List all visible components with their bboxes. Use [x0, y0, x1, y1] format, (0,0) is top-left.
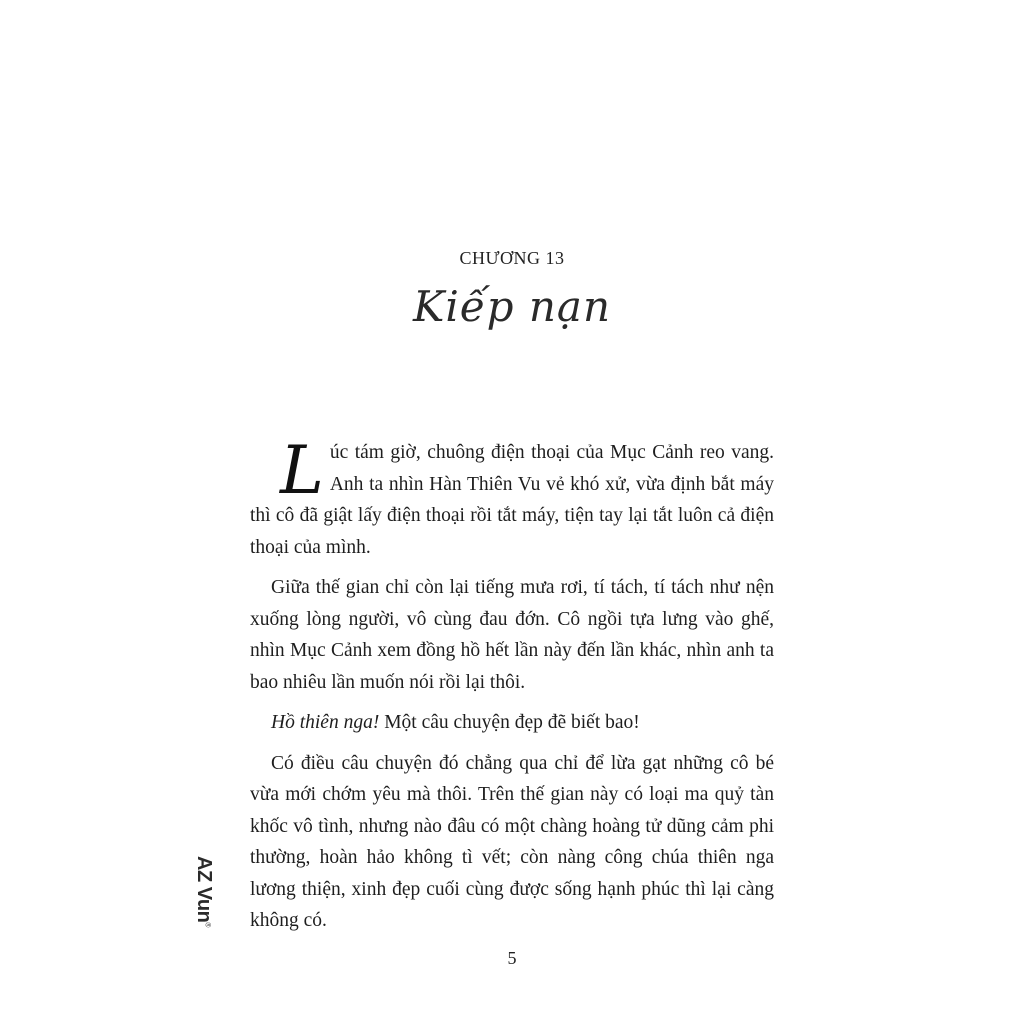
drop-cap: L [280, 432, 324, 509]
paragraph-1 [250, 432, 774, 563]
paragraph-3-text: Một câu chuyện đẹp đẽ biết bao! [379, 712, 640, 733]
publisher-watermark-logo: AZ Vun® [192, 856, 215, 927]
paragraph-3-italic: Hồ thiên nga! [271, 712, 380, 733]
chapter-title: Kiếp nạn [412, 282, 612, 331]
paragraph-2: Giữa thế gian chỉ còn lại tiếng mưa rơi, tí tách, tí tách như nện xuống lòng người, vô cùng đau đớn. Cô ngồi tựa lưng vào ghế, nhìn Mục Cảnh xem đồng hồ hết lần này đến lần khác, nhìn anh ta bao nhiêu lần muốn nói rồi lại thôi. [250, 577, 774, 693]
paragraph-4: Có điều câu chuyện đó chẳng qua chỉ để lừa gạt những cô bé vừa mới chớm yêu mà thôi. Trên thế gian này có loại ma quỷ tàn khốc vô tình, nhưng nào đâu có một chàng hoàng tử dũng cảm phi thường, hoàn hảo không tì vết; còn nàng công chúa thiên nga lương thiện, xinh đẹp cuối cùng được sống hạnh phúc thì lại càng không có. [250, 752, 774, 931]
chapter-label: CHƯƠNG 13 [459, 248, 565, 268]
page-number: 5 [507, 948, 517, 968]
paragraph-1-text: úc tám giờ, chuông điện thoại của Mục Cảnh reo vang. Anh ta nhìn Hàn Thiên Vu vẻ khó xử, vừa định bắt máy thì cô đã giật lấy điện thoại rồi tắt máy, tiện tay lại tắt luôn cả điện thoại của mình. [250, 442, 774, 558]
chapter-body [250, 432, 774, 946]
paragraph-3 [250, 707, 774, 739]
